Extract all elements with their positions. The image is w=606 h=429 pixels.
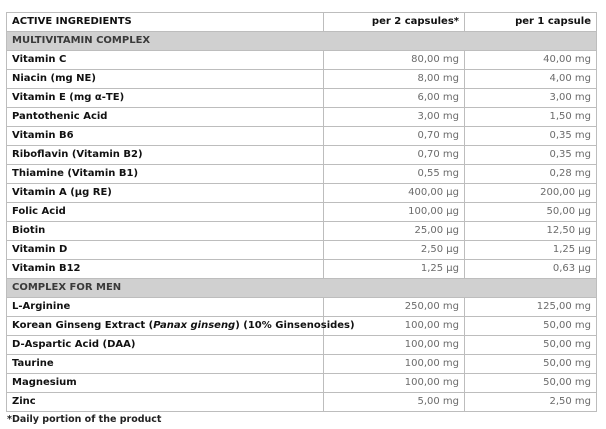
ingredient-name: Vitamin B12 — [7, 260, 324, 279]
ingredients-table-wrapper — [6, 12, 596, 412]
amount-per-2-capsules: 0,70 mg — [324, 146, 465, 165]
amount-per-1-capsule: 200,00 µg — [465, 184, 597, 203]
ingredient-name — [7, 317, 355, 336]
amount-per-1-capsule: 50,00 µg — [465, 203, 597, 222]
amount-per-1-capsule: 0,63 µg — [465, 260, 597, 279]
header-per-1-capsule: per 1 capsule — [465, 13, 597, 32]
amount-per-2-capsules: 100,00 µg — [324, 203, 465, 222]
ingredient-name-part: Korean Ginseng Extract ( — [12, 320, 154, 331]
table-row — [7, 184, 597, 203]
table-row — [7, 165, 597, 184]
amount-per-1-capsule: 4,00 mg — [465, 70, 597, 89]
amount-per-1-capsule: 2,50 mg — [465, 393, 597, 412]
amount-per-1-capsule: 50,00 mg — [465, 317, 597, 336]
ingredient-name: Vitamin D — [7, 241, 324, 260]
amount-per-2-capsules: 25,00 µg — [324, 222, 465, 241]
ingredient-name: Vitamin A (µg RE) — [7, 184, 324, 203]
amount-per-1-capsule: 0,35 mg — [465, 127, 597, 146]
ingredient-name: Folic Acid — [7, 203, 324, 222]
amount-per-1-capsule: 0,28 mg — [465, 165, 597, 184]
amount-per-1-capsule: 50,00 mg — [465, 355, 597, 374]
amount-per-2-capsules: 1,25 µg — [324, 260, 465, 279]
amount-per-2-capsules: 0,70 mg — [324, 127, 465, 146]
amount-per-2-capsules: 100,00 mg — [324, 374, 465, 393]
amount-per-2-capsules: 3,00 mg — [324, 108, 465, 127]
ingredient-name: Vitamin B6 — [7, 127, 324, 146]
ingredient-name: Vitamin E (mg α-TE) — [7, 89, 324, 108]
table-row — [7, 203, 597, 222]
amount-per-1-capsule: 125,00 mg — [465, 298, 597, 317]
amount-per-2-capsules: 100,00 mg — [324, 355, 465, 374]
ingredient-name: Magnesium — [7, 374, 324, 393]
amount-per-1-capsule: 12,50 µg — [465, 222, 597, 241]
amount-per-1-capsule: 0,35 mg — [465, 146, 597, 165]
table-row — [7, 317, 597, 336]
table-row — [7, 89, 597, 108]
amount-per-2-capsules: 2,50 µg — [324, 241, 465, 260]
amount-per-2-capsules: 100,00 mg — [324, 336, 465, 355]
ingredient-latin-name: Panax ginseng — [153, 320, 236, 331]
table-row — [7, 336, 597, 355]
amount-per-1-capsule: 50,00 mg — [465, 336, 597, 355]
table-row — [7, 127, 597, 146]
ingredient-name-part: ) (10% Ginsenosides) — [235, 320, 355, 331]
ingredient-name: Niacin (mg NE) — [7, 70, 324, 89]
table-row — [7, 355, 597, 374]
amount-per-2-capsules: 400,00 µg — [324, 184, 465, 203]
amount-per-2-capsules: 250,00 mg — [324, 298, 465, 317]
ingredient-name: Taurine — [7, 355, 324, 374]
table-body — [7, 32, 597, 412]
amount-per-2-capsules: 80,00 mg — [324, 51, 465, 70]
ingredient-name: Zinc — [7, 393, 324, 412]
table-row — [7, 146, 597, 165]
section-title: MULTIVITAMIN COMPLEX — [7, 32, 597, 51]
section-title: COMPLEX FOR MEN — [7, 279, 597, 298]
amount-per-2-capsules: 8,00 mg — [324, 70, 465, 89]
ingredient-name: Pantothenic Acid — [7, 108, 324, 127]
table-row — [7, 374, 597, 393]
table-row — [7, 108, 597, 127]
header-ingredients: ACTIVE INGREDIENTS — [7, 13, 324, 32]
amount-per-1-capsule: 3,00 mg — [465, 89, 597, 108]
ingredients-table — [6, 12, 597, 412]
amount-per-2-capsules: 5,00 mg — [324, 393, 465, 412]
header-per-2-capsules: per 2 capsules* — [324, 13, 465, 32]
header-row — [7, 13, 597, 32]
table-row — [7, 298, 597, 317]
section-header-row — [7, 32, 597, 51]
amount-per-1-capsule: 1,25 µg — [465, 241, 597, 260]
section-header-row — [7, 279, 597, 298]
amount-per-2-capsules: 6,00 mg — [324, 89, 465, 108]
table-row — [7, 51, 597, 70]
table-row — [7, 222, 597, 241]
table-row — [7, 70, 597, 89]
ingredient-name: Thiamine (Vitamin B1) — [7, 165, 324, 184]
table-row — [7, 393, 597, 412]
ingredient-name: L-Arginine — [7, 298, 324, 317]
footnote: *Daily portion of the product — [7, 414, 162, 425]
amount-per-2-capsules: 0,55 mg — [324, 165, 465, 184]
amount-per-1-capsule: 50,00 mg — [465, 374, 597, 393]
amount-per-1-capsule: 40,00 mg — [465, 51, 597, 70]
ingredient-name: Riboflavin (Vitamin B2) — [7, 146, 324, 165]
ingredient-name: D-Aspartic Acid (DAA) — [7, 336, 324, 355]
table-row — [7, 260, 597, 279]
ingredient-name: Biotin — [7, 222, 324, 241]
ingredient-name: Vitamin C — [7, 51, 324, 70]
amount-per-2-capsules: 100,00 mg — [324, 317, 465, 336]
table-row — [7, 241, 597, 260]
amount-per-1-capsule: 1,50 mg — [465, 108, 597, 127]
